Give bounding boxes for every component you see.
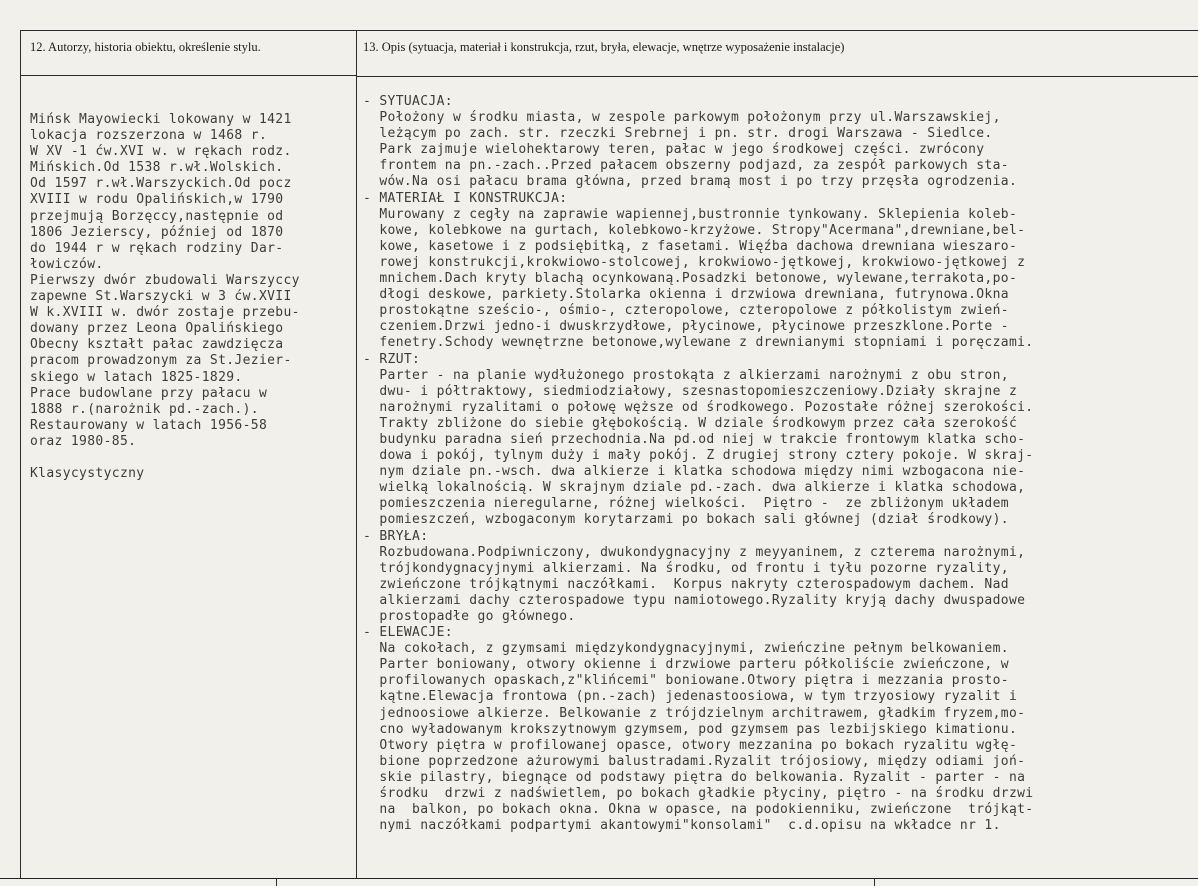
description-line: rowej konstrukcji,krokwiowo-stolcowej, krokwiowo-jętkowej, krokwiowo-jętkowej z <box>363 254 1026 270</box>
bottom-divider-b <box>874 878 875 886</box>
description-line: - SYTUACJA: <box>363 94 453 109</box>
description-line: kątne.Elewacja frontowa (pn.-zach) jedenastoosiowa, w tym trzyosiowy ryzalit i <box>363 689 1018 705</box>
history-line: Restaurowany w latach 1956-58 <box>30 417 268 433</box>
history-line: łowiczów. <box>30 256 104 272</box>
description-line: cno wyładowanym krokszytnowym gzymsem, pod gzymsem pas lezbijskiego kimationu. <box>363 721 1018 737</box>
top-border <box>20 30 1198 31</box>
left-border <box>20 30 21 878</box>
history-line: lokacja rozszerzona w 1468 r. <box>30 128 268 144</box>
history-line: Obecny kształt pałac zawdzięcza <box>30 337 284 353</box>
description-line: profilowanych opaskach,z"klińcemi" boniowane.Otwory piętra i mezzania prosto- <box>363 673 1009 689</box>
section-13-header: 13. Opis (sytuacja, materiał i konstrukcja, rzut, bryła, elewacje, wnętrze wyposażenie instalacje) <box>363 40 845 54</box>
description-line: bione poprzedzone ażurowymi balustradami.Ryzalit trójosiowy, między odiami joń- <box>363 753 1026 769</box>
description-line: Murowany z cegły na zaprawie wapiennej,bustronnie tynkowany. Sklepienia koleb- <box>363 206 1018 222</box>
header-underline-left <box>20 75 356 76</box>
description-line: jednoosiowe alkierze. Belkowanie z trójdzielnym architrawem, gładkim fryzem,mo- <box>363 705 1026 721</box>
description-line: fenetry.Schody wewnętrzne betonowe,wylewane z drewnianymi stopniami i poręczami. <box>363 335 1034 351</box>
description-line: Rozbudowana.Podpiwniczony, dwukondygnacyjny z meyyaninem, z czterema narożnymi, <box>363 544 1026 560</box>
description-line: kowe, kolebkowe na gurtach, kolebkowo-krzyżowe. Stropy"Acermana",drewniane,bel- <box>363 222 1026 238</box>
description-line: nym dziale pn.-wsch. dwa alkierze i klatka schodowa między nimi wzbogacona nie- <box>363 464 1026 480</box>
history-line: przejmują Borzęccy,następnie od <box>30 208 284 224</box>
description-line: frontem na pn.-zach..Przed pałacem obszerny podjazd, za zespół parkowych sta- <box>363 158 1009 174</box>
description-line: nymi naczółkami podpartymi akantowymi"konsolami" c.d.opisu na wkładce nr 1. <box>363 818 1001 834</box>
column-divider <box>356 30 357 878</box>
history-line: Pierwszy dwór zbudowali Warszyccy <box>30 272 300 288</box>
description-line: dłogi deskowe, parkiety.Stolarka okienna i drzwiowa drewniana, futrynowa.Okna <box>363 287 1009 303</box>
history-line: dowany przez Leona Opalińskiego <box>30 321 284 337</box>
description-line: budynku paradna sień przechodnia.Na pd.od niej w trakcie frontowym klatka scho- <box>363 431 1026 447</box>
description-line: środku drzwi z nadświetlem, po bokach gładkie płyciny, piętro - na środku drzwi <box>363 786 1034 802</box>
description-line: - BRYŁA: <box>363 528 429 544</box>
history-line: Prace budowlane przy pałacu w <box>30 385 268 401</box>
description-line: prostopadłe go głównego. <box>363 609 576 624</box>
description-line: prostokątne sześcio-, ośmio-, czteropolowe, czteropolowe z półkolistym zwień- <box>363 303 1009 319</box>
history-line: W k.XVIII w. dwór zostaje przebu- <box>30 305 300 321</box>
history-line: Klasycystyczny <box>30 466 145 482</box>
history-line: pracom prowadzonym za St.Jezier- <box>30 353 292 369</box>
description-line: - RZUT: <box>363 351 421 367</box>
description-line: Otwory piętra w profilowanej opasce, otwory mezzanina po bokach ryzalitu wgłę- <box>363 737 1018 753</box>
header-underline-right <box>356 76 1198 77</box>
description-line: czeniem.Drzwi jedno-i dwuskrzydłowe, płycinowe, płycinowe przeszklone.Porte - <box>363 319 1009 335</box>
description-line: skie pilastry, biegnące od podstawy piętra do belkowania. Ryzalit - parter - na <box>363 769 1026 785</box>
history-line: Mińskich.Od 1538 r.wł.Wolskich. <box>30 160 284 176</box>
description-line: Parter boniowany, otwory okienne i drzwiowe parteru półkoliście zwieńczone, w <box>363 657 1009 673</box>
description-line: Na cokołach, z gzymsami międzykondygnacyjnymi, zwieńczine pełnym belkowaniem. <box>363 641 1009 657</box>
history-line: Mińsk Mayowiecki lokowany w 1421 <box>30 112 292 127</box>
history-line: oraz 1980-85. <box>30 433 137 449</box>
description-line: trójkondygnacyjnymi alkierzami. Na środku, od frontu i tyłu pozorne ryzality, <box>363 560 1009 576</box>
history-line: XVIII w rodu Opalińskich,w 1790 <box>30 192 284 208</box>
description-line: wielką lokalnością. W skrajnym dziale pd.-zach. dwa alkierze i klatka schodowa, <box>363 480 1026 496</box>
section-12-header: 12. Autorzy, historia obiektu, określenie stylu. <box>30 40 261 54</box>
description-line: zwieńczone trójkątnymi naczółkami. Korpus nakryty czterospadowym dachem. Nad <box>363 576 1009 592</box>
description-line: kowe, kasetowe i z podsiębitką, z fasetami. Więźba dachowa drewniana wieszaro- <box>363 238 1018 254</box>
description-text <box>363 94 1034 834</box>
description-line: Trakty zbliżone do siebie głębokością. W dziale środkowym przez cała szerokość <box>363 415 1018 431</box>
description-line: dowa i pokój, tylnym duży i mały pokój. Z drugiej strony cztery pokoje. W skraj- <box>363 448 1034 464</box>
history-text <box>30 112 300 482</box>
history-line: W XV -1 ćw.XVI w. w rękach rodz. <box>30 144 292 160</box>
description-line: leżącym po zach. str. rzeczki Srebrnej i pn. str. drogi Warszawa - Siedlce. <box>363 126 993 142</box>
history-line: do 1944 r w rękach rodziny Dar- <box>30 240 284 256</box>
description-line: mnichem.Dach kryty blachą ocynkowaną.Posadzki betonowe, wylewane,terrakota,po- <box>363 271 1018 287</box>
bottom-divider-a <box>276 878 277 886</box>
history-line: zapewne St.Warszycki w 3 ćw.XVII <box>30 289 292 305</box>
description-line: - ELEWACJE: <box>363 625 453 641</box>
description-line: Położony w środku miasta, w zespole parkowym położonym przy ul.Warszawskiej, <box>363 110 1001 126</box>
description-line: narożnymi ryzalitami o połowę węższe od środkowego. Pozostałe różnej szerokości. <box>363 399 1034 415</box>
history-line: 1888 r.(narożnik pd.-zach.). <box>30 401 259 417</box>
description-line: - MATERIAŁ I KONSTRUKCJA: <box>363 190 568 206</box>
description-line: pomieszczenia nieregularne, różnej wielkości. Piętro - ze zbliżonym układem <box>363 496 1009 512</box>
description-line: na balkon, po bokach okna. Okna w opasce, na podokienniku, zwieńczone trójkąt- <box>363 802 1034 818</box>
history-line: 1806 Jezierscy, później od 1870 <box>30 224 284 240</box>
description-line: dwu- i półtraktowy, siedmiodziałowy, szesnastopomieszczeniowy.Działy skrajne z <box>363 383 1018 399</box>
description-line: alkierzami dachy czterospadowe typu namiotowego.Ryzality kryją dachy dwuspadowe <box>363 592 1026 608</box>
history-line: skiego w latach 1825-1829. <box>30 369 243 385</box>
description-line: Park zajmuje wielohektarowy teren, pałac w jego środkowej części. zwrócony <box>363 142 985 158</box>
description-line: wów.Na osi pałacu brama główna, przed bramą most i po trzy przęsła ogrodzenia. <box>363 174 1018 190</box>
history-line: Od 1597 r.wł.Warszyckich.Od pocz <box>30 176 292 192</box>
bottom-border <box>0 878 1198 879</box>
description-line: pomieszczeń, wzbogaconym korytarzami po bokach sali głównej (dział środkowy). <box>363 512 1009 528</box>
description-line: Parter - na planie wydłużonego prostokąta z alkierzami narożnymi z obu stron, <box>363 367 1009 383</box>
